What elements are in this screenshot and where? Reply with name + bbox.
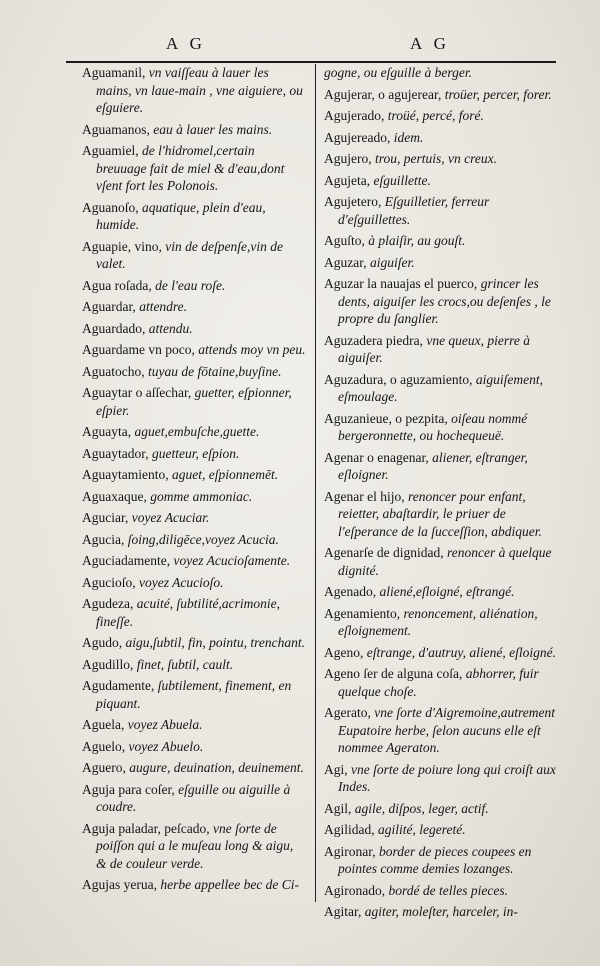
entry-definition: guetter, eſpionner, eſpier. xyxy=(96,385,292,418)
entry-headword: Aguayta, xyxy=(82,424,132,439)
dictionary-entry xyxy=(324,86,556,104)
entry-headword: Aguatocho, xyxy=(82,363,145,379)
entry-definition: troüer, percer, forer. xyxy=(441,86,552,102)
entry-headword: Agucia, xyxy=(82,531,125,547)
entry-headword: Aguamiel, xyxy=(82,143,139,158)
entry-headword: Agudillo, xyxy=(82,656,134,672)
dictionary-entry xyxy=(324,665,556,700)
dictionary-entry xyxy=(324,544,556,579)
dictionary-entry xyxy=(82,820,306,873)
right-column xyxy=(324,64,556,925)
entry-definition: vne ſorte d'Aigremoine,autrement Eupatoire herbe, ſelon aucuns elle eſt nommee Ageraton. xyxy=(338,705,555,755)
entry-definition: ſoing,diligēce,voyez Acucia. xyxy=(124,531,279,547)
entry-headword: Agitar, xyxy=(324,904,362,919)
entry-headword: Agujeta, xyxy=(324,172,371,188)
entry-headword: Agenar el hijo, xyxy=(324,488,405,504)
entry-definition: voyez Abuelo. xyxy=(125,738,204,754)
entry-headword: Agil, xyxy=(324,800,352,816)
dictionary-entry xyxy=(82,656,306,674)
entry-definition: eſguille ou aiguille à coudre. xyxy=(96,781,291,814)
dictionary-entry xyxy=(324,449,556,484)
entry-headword: Agudo, xyxy=(82,635,123,650)
entry-headword: Aguſto, xyxy=(324,233,365,248)
entry-headword: Aguja para coſer, xyxy=(82,781,175,797)
entry-definition: vn vaiſſeau à lauer les mains, vn laue-main , vne aiguiere, ou eſguiere. xyxy=(96,65,303,115)
entry-definition: attendu. xyxy=(145,320,193,336)
dictionary-entry xyxy=(82,121,306,139)
dictionary-entry xyxy=(82,759,306,777)
dictionary-entry xyxy=(324,583,556,601)
entry-definition: attends moy vn peu. xyxy=(194,342,306,357)
dictionary-entry xyxy=(324,371,556,406)
entry-definition: agiter, moleſter, harceler, in- xyxy=(361,904,518,919)
entry-definition: renoncer pour enfant, reietter, abaſtardir, le priuer de l'eſperance de la ſucceſſion, abdiquer. xyxy=(338,488,542,539)
dictionary-entry xyxy=(324,410,556,445)
entry-definition: aigu,ſubtil, fin, pointu, trenchant. xyxy=(122,635,305,650)
entry-headword: Aguaxaque, xyxy=(82,488,147,504)
entry-definition: herbe appellee bec de Ci- xyxy=(156,877,300,892)
entry-definition: eau à lauer les mains. xyxy=(149,121,273,137)
dictionary-entry xyxy=(82,781,306,816)
entry-headword: Agilidad, xyxy=(324,822,375,837)
entry-headword: Aguaytador, xyxy=(82,445,149,461)
dictionary-entry xyxy=(324,882,556,900)
entry-definition: ſubtilement, finement, en piquant. xyxy=(96,678,292,711)
entry-headword: Aguzadera piedra, xyxy=(324,332,423,348)
dictionary-entry xyxy=(82,142,306,195)
entry-definition: voyez Acuciar. xyxy=(128,510,210,525)
dictionary-entry xyxy=(324,232,556,250)
entry-definition: voyez Acucioſamente. xyxy=(170,553,291,568)
entry-headword: Aguardar, xyxy=(82,299,136,314)
dictionary-entry xyxy=(324,275,556,328)
entry-headword: Agenarſe de dignidad, xyxy=(324,545,444,560)
entry-headword: Agironado, xyxy=(324,882,386,898)
entry-headword: Agujerado, xyxy=(324,108,385,123)
entry-headword: Agucioſo, xyxy=(82,574,136,590)
dictionary-entry xyxy=(82,238,306,273)
entry-definition: vne queux, pierre à aiguiſer. xyxy=(338,332,531,365)
entry-headword: Agenamiento, xyxy=(324,605,401,621)
entry-headword: Ageno, xyxy=(324,644,364,660)
entry-headword: Aguapie, vino, xyxy=(82,238,162,254)
entry-headword: Agudeza, xyxy=(82,596,134,611)
entry-headword: Aguzadura, o aguzamiento, xyxy=(324,371,473,387)
entry-headword: Aguzar, xyxy=(324,254,367,270)
entry-definition: voyez Acucioſo. xyxy=(135,574,224,590)
header-right: A G xyxy=(410,34,450,53)
dictionary-entry xyxy=(324,903,556,921)
dictionary-entry xyxy=(324,761,556,796)
entry-headword: Agironar, xyxy=(324,843,376,859)
entry-headword: Agi, xyxy=(324,761,348,777)
entry-headword: Aguardado, xyxy=(82,320,146,336)
entry-definition: à plaiſir, au gouſt. xyxy=(364,233,466,248)
entry-definition: voyez Abuela. xyxy=(124,717,203,732)
dictionary-entry xyxy=(82,531,306,549)
dictionary-entry xyxy=(82,341,306,359)
entry-definition: aguet,embuſche,guette. xyxy=(131,424,260,439)
dictionary-entry xyxy=(324,821,556,839)
entry-definition: gomme ammoniac. xyxy=(146,488,253,504)
entry-definition: aiguiſer. xyxy=(366,254,415,270)
entry-definition: guetteur, eſpion. xyxy=(148,445,240,461)
entry-headword: Agudamente, xyxy=(82,678,155,693)
entry-headword: Agujerar, o agujerear, xyxy=(324,86,442,102)
dictionary-entry xyxy=(324,150,556,168)
entry-definition: agilité, legereté. xyxy=(374,822,466,837)
entry-definition: agile, diſpos, leger, actif. xyxy=(351,800,489,816)
entry-definition: eſguillette. xyxy=(370,172,431,188)
entry-definition: augure, deuination, deuinement. xyxy=(125,760,304,775)
dictionary-entry xyxy=(82,445,306,463)
entry-headword: Agenar o enagenar, xyxy=(324,449,429,465)
dictionary-entry xyxy=(324,800,556,818)
entry-headword: Aguamanil, xyxy=(82,65,146,80)
dictionary-entry xyxy=(82,466,306,484)
entry-definition: troüé, percé, foré. xyxy=(384,108,484,123)
entry-headword: Aguja paladar, peſcado, xyxy=(82,820,210,836)
entry-headword: Ageno ſer de alguna coſa, xyxy=(324,666,463,681)
entry-definition: vne ſorte de poiure long qui croiſt aux Indes. xyxy=(338,761,556,794)
entry-definition: gogne, ou eſguille à berger. xyxy=(324,65,472,80)
column-divider xyxy=(315,64,316,902)
entry-headword: Aguelo, xyxy=(82,738,126,754)
dictionary-entry xyxy=(324,843,556,878)
entry-headword: Agenado, xyxy=(324,584,377,599)
entry-definition: renoncer à quelque dignité. xyxy=(338,545,552,578)
dictionary-entry xyxy=(324,64,556,82)
entry-definition: de l'eau roſe. xyxy=(151,277,226,293)
entry-definition: aquatique, plein d'eau, humide. xyxy=(96,199,266,232)
entry-headword: Aguardame vn poco, xyxy=(82,342,195,357)
entry-definition: tuyau de fōtaine,buyſine. xyxy=(144,363,282,379)
entry-headword: Aguela, xyxy=(82,717,125,732)
entry-definition: aiguiſement, eſmoulage. xyxy=(338,371,543,404)
dictionary-entry xyxy=(82,277,306,295)
header-rule xyxy=(66,61,556,63)
dictionary-entry xyxy=(82,384,306,419)
entry-definition: attendre. xyxy=(135,299,188,314)
entry-headword: Agujas yerua, xyxy=(82,877,157,892)
dictionary-entry xyxy=(324,172,556,190)
entry-definition: grincer les dents, aiguiſer les crocs,ou deſenſes , le propre du ſanglier. xyxy=(338,276,551,326)
entry-definition: aguet, eſpionnemēt. xyxy=(168,467,279,482)
dictionary-entry xyxy=(82,716,306,734)
entry-definition: oiſeau nommé bergeronnette, ou hochequeuë. xyxy=(338,410,528,443)
dictionary-entry xyxy=(324,332,556,367)
entry-definition: abhorrer, fuir quelque choſe. xyxy=(338,666,539,699)
dictionary-entry xyxy=(324,193,556,228)
entry-definition: aliené,eſloigné, eſtrangé. xyxy=(376,584,515,599)
dictionary-entry xyxy=(324,254,556,272)
dictionary-entry xyxy=(82,677,306,712)
dictionary-entry xyxy=(82,574,306,592)
entry-definition: renoncement, aliénation, eſloignement. xyxy=(338,605,538,638)
dictionary-entry xyxy=(82,738,306,756)
entry-headword: Aguzar la nauajas el puerco, xyxy=(324,276,478,291)
entry-definition: Eſguilletier, ferreur d'eſguillettes. xyxy=(338,194,490,227)
entry-headword: Aguanoſo, xyxy=(82,199,139,215)
dictionary-entry xyxy=(324,704,556,757)
entry-headword: Agua roſada, xyxy=(82,277,152,293)
entry-definition: vne ſorte de poiſſon qui a le muſeau long & aigu, & de couleur verde. xyxy=(96,820,294,871)
dictionary-entry xyxy=(324,129,556,147)
left-column xyxy=(82,64,306,898)
entry-definition: idem. xyxy=(390,129,424,145)
entry-definition: trou, pertuis, vn creux. xyxy=(371,151,497,166)
entry-headword: Agujero, xyxy=(324,151,372,166)
dictionary-entry xyxy=(82,595,306,630)
dictionary-entry xyxy=(82,199,306,234)
entry-headword: Aguciadamente, xyxy=(82,553,171,568)
entry-headword: Aguaytar o aſſechar, xyxy=(82,385,192,400)
entry-headword: Aguciar, xyxy=(82,510,129,525)
dictionary-entry xyxy=(82,320,306,338)
dictionary-entry xyxy=(324,488,556,541)
header-left: A G xyxy=(166,34,206,53)
entry-headword: Agujetero, xyxy=(324,194,382,209)
entry-definition: de l'hidromel,certain breuuage fait de miel & d'eau,dont vſent fort les Polonois. xyxy=(96,143,285,193)
dictionary-entry xyxy=(82,298,306,316)
dictionary-entry xyxy=(82,363,306,381)
dictionary-entry xyxy=(324,107,556,125)
entry-headword: Aguzanieue, o pezpita, xyxy=(324,410,448,426)
entry-headword: Aguamanos, xyxy=(82,121,150,137)
entry-definition: aliener, eſtranger, eſloigner. xyxy=(338,449,528,482)
entry-definition: acuité, ſubtilité,acrimonie, fineſſe. xyxy=(96,596,280,629)
dictionary-entry xyxy=(82,634,306,652)
entry-headword: Agerato, xyxy=(324,705,371,720)
dictionary-entry xyxy=(82,876,306,894)
entry-headword: Aguaytamiento, xyxy=(82,467,169,482)
dictionary-entry xyxy=(82,64,306,117)
entry-definition: border de pieces coupees en pointes comme demies lozanges. xyxy=(338,843,532,876)
dictionary-entry xyxy=(324,605,556,640)
entry-headword: Aguero, xyxy=(82,760,126,775)
entry-definition: bordé de telles pieces. xyxy=(385,882,508,898)
entry-definition: eſtrange, d'autruy, aliené, eſloigné. xyxy=(363,644,556,660)
dictionary-entry xyxy=(82,552,306,570)
dictionary-entry xyxy=(82,488,306,506)
entry-definition: vin de deſpenſe,vin de valet. xyxy=(96,238,283,271)
running-header xyxy=(70,34,556,56)
dictionary-entry xyxy=(324,644,556,662)
entry-headword: Agujereado, xyxy=(324,129,391,145)
dictionary-entry xyxy=(82,509,306,527)
entry-definition: finet, ſubtil, cault. xyxy=(133,656,234,672)
dictionary-entry xyxy=(82,423,306,441)
